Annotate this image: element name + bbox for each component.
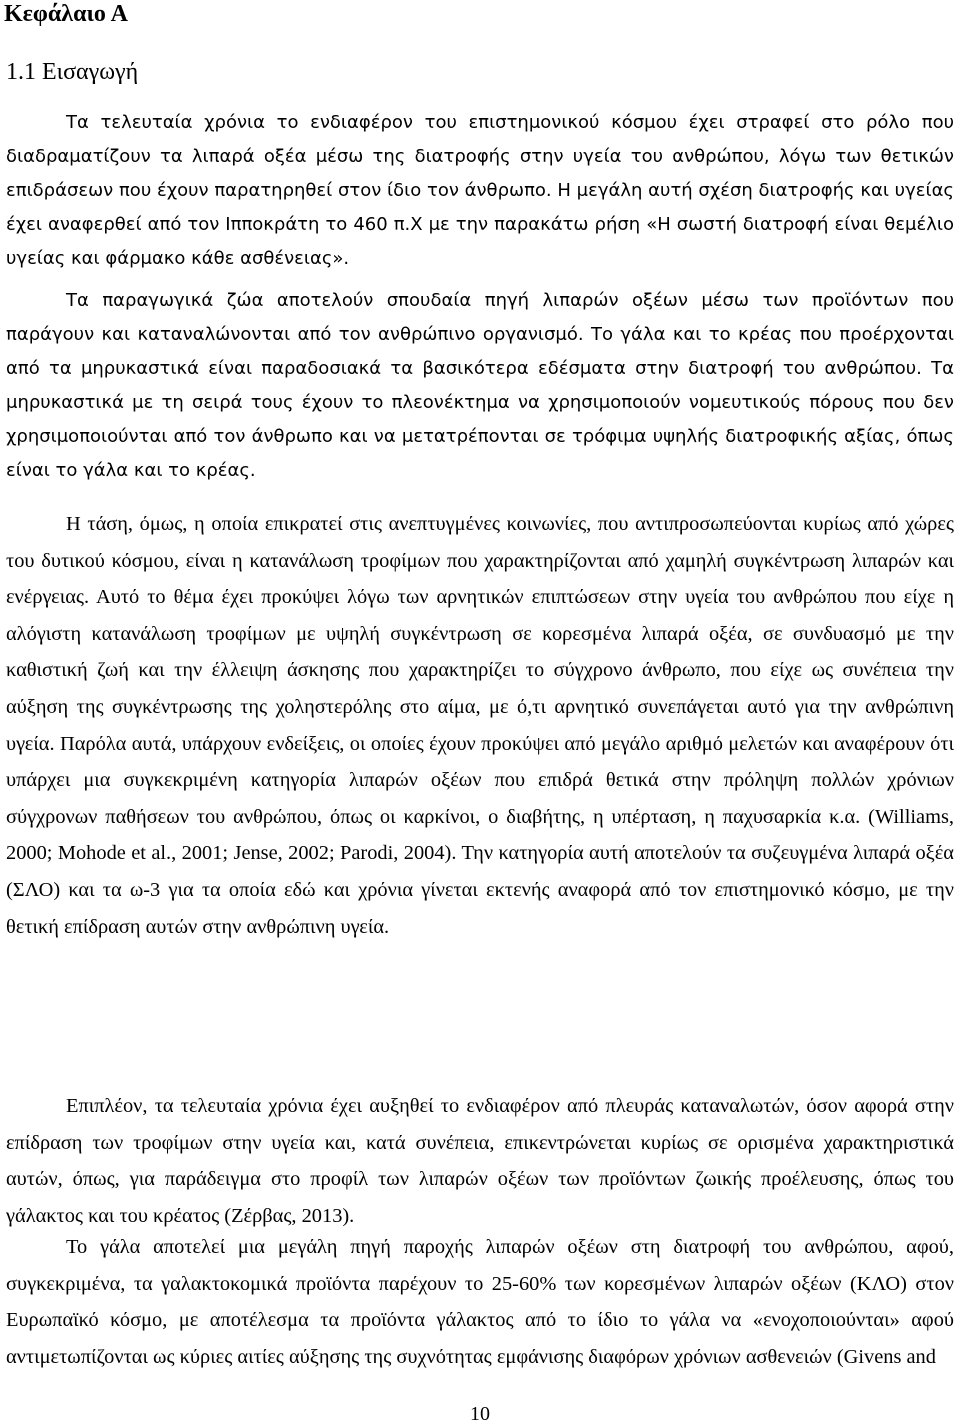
section-title: 1.1 Εισαγωγή	[6, 59, 139, 85]
paragraph-5: Το γάλα αποτελεί μια μεγάλη πηγή παροχής λιπαρών οξέων στη διατροφή του ανθρώπου, αφού, συγκεκριμένα, τα γαλακτοκομικά προϊόντα παρέχουν το 25-60% των κορεσμένων λιπαρών οξέων (ΚΛΟ) στον Ευρωπαϊκό κόσμο, με αποτέλεσμα τα προϊόντα γάλακτος από το ίδιο το γάλα να «ενοχοποιούνται» αφού αντιμετωπίζονται ως κύριες αιτίες αύξησης της συχνότητας εμφάνισης διαφόρων χρόνιων ασθενειών (Givens and	[6, 1236, 954, 1368]
paragraph-2: Τα παραγωγικά ζώα αποτελούν σπουδαία πηγή λιπαρών οξέων μέσω των προϊόντων που παράγουν και καταναλώνονται από τον ανθρώπινο οργανισμό. Το γάλα και το κρέας που προέρχονται από τα μηρυκαστικά είναι παραδοσιακά τα βασικότερα εδέσματα στην διατροφή του ανθρώπου. Τα μηρυκαστικά με τη σειρά τους έχουν το πλεονέκτημα να χρησιμοποιούν νομευτικούς πόρους που δεν χρησιμοποιούνται από τον άνθρωπο και να μετατρέπονται σε τρόφιμα υψηλής διατροφικής αξίας, όπως είναι το γάλα και το κρέας.	[6, 290, 954, 481]
paragraph-1: Τα τελευταία χρόνια το ενδιαφέρον του επιστημονικού κόσμου έχει στραφεί στο ρόλο που διαδραματίζουν τα λιπαρά οξέα μέσω της διατροφής στην υγεία του ανθρώπου, λόγω των θετικών επιδράσεων που έχουν παρατηρηθεί στον ίδιο τον άνθρωπο. Η μεγάλη αυτή σχέση διατροφής και υγείας έχει αναφερθεί από τον Ιπποκράτη το 460 π.Χ με την παρακάτω ρήση «Η σωστή διατροφή είναι θεμέλιο υγείας και φάρμακο κάθε ασθένειας».	[6, 112, 954, 269]
paragraph-4: Επιπλέον, τα τελευταία χρόνια έχει αυξηθεί το ενδιαφέρον από πλευράς καταναλωτών, όσον αφορά στην επίδραση των τροφίμων στην υγεία και, κατά συνέπεια, επικεντρώνεται κυρίως σε ορισμένα χαρακτηριστικά αυτών, όπως, για παράδειγμα στο προφίλ των λιπαρών οξέων των προϊόντων ζωικής προέλευσης, όπως του γάλακτος και του κρέατος (Ζέρβας, 2013).	[6, 1095, 954, 1227]
chapter-title: Κεφάλαιο Α	[4, 1, 128, 27]
page-number: 10	[470, 1403, 490, 1425]
paragraph-3: Η τάση, όμως, η οποία επικρατεί στις ανεπτυγμένες κοινωνίες, που αντιπροσωπεύονται κυρίως από χώρες του δυτικού κόσμου, είναι η κατανάλωση τροφίμων που χαρακτηρίζονται από χαμηλή συγκέντρωση λιπαρών και ενέργειας. Αυτό το θέμα έχει προκύψει λόγω των αρνητικών επιπτώσεων στην υγεία του ανθρώπου που είχε η αλόγιστη κατανάλωση τροφίμων με υψηλή συγκέντρωση σε κορεσμένα λιπαρά οξέα, σε συνδυασμό με την καθιστική ζωή και την έλλειψη άσκησης που χαρακτηρίζει το σύγχρονο άνθρωπο, που είχε ως συνέπεια την αύξηση της συγκέντρωσης της χοληστερόλης στο αίμα, με ό,τι αρνητικό συνεπάγεται αυτό για την ανθρώπινη υγεία. Παρόλα αυτά, υπάρχουν ενδείξεις, οι οποίες έχουν προκύψει από μεγάλο αριθμό μελετών και αναφέρουν ότι υπάρχει μια συγκεκριμένη κατηγορία λιπαρών οξέων που επιδρά θετικά στην πρόληψη πολλών χρόνιων σύγχρονων παθήσεων του ανθρώπου, όπως οι καρκίνοι, ο διαβήτης, η υπέρταση, η παχυσαρκία κ.α. (Williams, 2000; Mohode et al., 2001; Jense, 2002; Parodi, 2004). Την κατηγορία αυτή αποτελούν τα συζευγμένα λιπαρά οξέα (ΣΛΟ) και τα ω-3 για τα οποία εδώ και χρόνια γίνεται εκτενής αναφορά από τον επιστημονικό κόσμο, με την θετική επίδραση αυτών στην ανθρώπινη υγεία.	[6, 513, 954, 938]
